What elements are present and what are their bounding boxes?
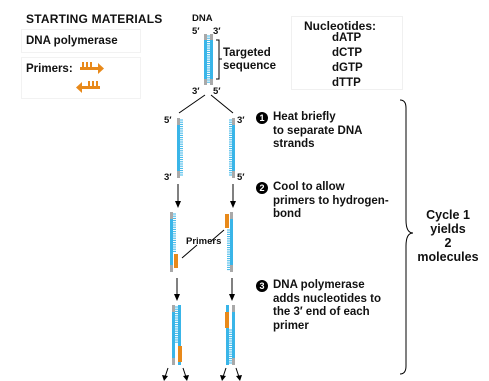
step-1-text xyxy=(273,111,362,152)
step-3-line: primer xyxy=(273,319,309,332)
primers-annotation: Primers xyxy=(186,236,222,247)
dna-end-top-right: 3′ xyxy=(213,26,221,37)
right-strand xyxy=(210,34,213,85)
original-dna xyxy=(204,34,213,85)
step-3-text xyxy=(273,279,381,333)
step-2-line: bond xyxy=(273,208,302,220)
arrows-row1 xyxy=(175,184,236,208)
step-2-line: Cool to allow xyxy=(273,181,345,193)
sep-end-right-bottom: 5′ xyxy=(237,172,245,183)
step-1-line: Heat briefly xyxy=(273,111,336,123)
step-3-line: the 3′ end of each xyxy=(273,306,370,318)
base-pair-rungs xyxy=(207,36,210,82)
nucleotides-box xyxy=(292,17,402,89)
dna-end-bottom-right: 5′ xyxy=(213,86,221,97)
nucleotides-title: Nucleotides: xyxy=(304,19,377,33)
step-1-line: strands xyxy=(273,138,315,150)
arrows-row2 xyxy=(174,278,235,301)
step-3-line: DNA polymerase xyxy=(273,279,365,291)
cycle-line: Cycle 1 xyxy=(426,208,470,222)
step-3-line: adds nucleotides to xyxy=(273,292,381,305)
polymerase-label: DNA polymerase xyxy=(26,35,118,47)
nucleotide-dctp: dCTP xyxy=(332,47,363,59)
primer-left xyxy=(174,254,178,268)
targeted-bracket xyxy=(216,40,222,79)
nucleotide-dgtp: dGTP xyxy=(332,62,363,74)
primers-label: Primers: xyxy=(26,63,73,75)
cycle-line: yields xyxy=(430,222,466,236)
left-strand xyxy=(204,34,207,85)
targeted-line1: Targeted xyxy=(223,47,271,59)
polymerase-box xyxy=(22,30,140,52)
primers-box xyxy=(22,58,140,98)
step-2-text xyxy=(273,181,389,222)
sep-end-left-bottom: 3′ xyxy=(164,172,172,183)
nucleotide-datp: dATP xyxy=(332,32,362,44)
sep-end-left-top: 5′ xyxy=(164,115,172,126)
step-1-line: to separate DNA xyxy=(273,124,363,137)
diverge-left-line xyxy=(179,95,205,113)
extended-molecules xyxy=(172,305,235,365)
targeted-label xyxy=(223,47,276,73)
dna-title: DNA xyxy=(192,13,213,24)
cycle-line: 2 xyxy=(444,236,452,250)
sep-end-right-top: 3′ xyxy=(237,115,245,126)
arrows-bottom xyxy=(162,368,242,381)
starting-materials-header: STARTING MATERIALS xyxy=(26,12,163,26)
cycle-line: molecules xyxy=(417,250,479,264)
step-3-number: 3 xyxy=(256,280,268,292)
dna-end-top-left: 5′ xyxy=(192,26,200,37)
diverge-right-line xyxy=(211,95,233,113)
step-2-number: 2 xyxy=(256,182,268,194)
step-2-line: primers to hydrogen- xyxy=(273,194,389,207)
targeted-line2: sequence xyxy=(223,60,277,72)
separated-strands xyxy=(177,118,235,178)
nucleotide-dttp: dTTP xyxy=(332,77,361,89)
primer-right xyxy=(225,214,229,228)
dna-end-bottom-left: 3′ xyxy=(192,86,200,97)
cycle-brace xyxy=(400,100,413,374)
step-1-number: 1 xyxy=(256,112,268,124)
cycle-label xyxy=(414,208,482,264)
